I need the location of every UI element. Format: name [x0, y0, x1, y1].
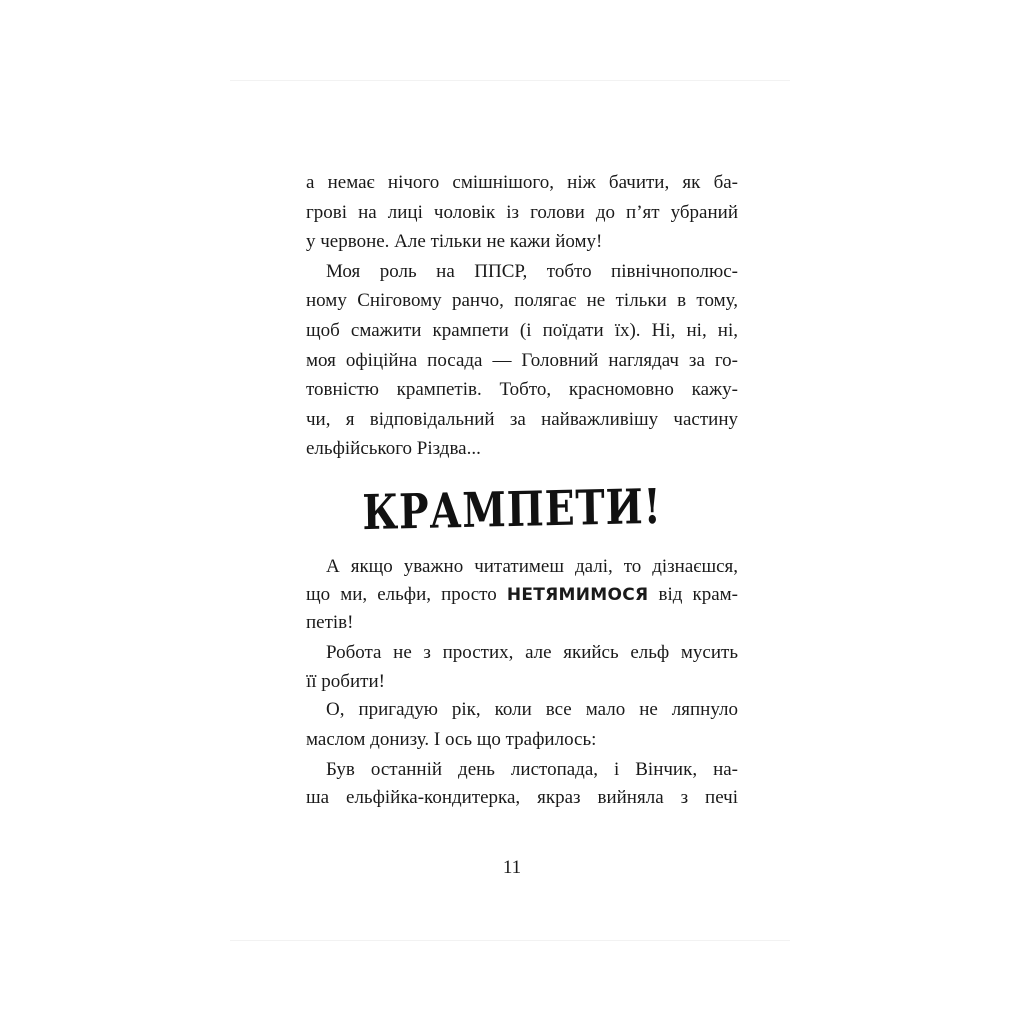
- text-line: щоб смажити крампети (і поїдати їх). Ні, ні, ні,: [306, 320, 738, 341]
- text-line: а немає нічого смішнішого, ніж бачити, як ба-: [306, 172, 738, 193]
- text-segment: що ми, ельфи, просто: [306, 584, 507, 605]
- page-bottom-edge: [230, 940, 790, 941]
- chapter-heading: КРАМПЕТИ!: [361, 478, 663, 542]
- text-line: А якщо уважно читатимеш далі, то дізнаєшся,: [326, 556, 738, 577]
- text-line: ша ельфійка-кондитерка, якраз вийняла з печі: [306, 787, 738, 808]
- text-line: Моя роль на ППСР, тобто північнополюс-: [326, 261, 738, 282]
- text-line: О, пригадую рік, коли все мало не ляпнуло: [326, 699, 738, 720]
- text-line: маслом донизу. І ось що трафилось:: [306, 729, 597, 750]
- text-line: петів!: [306, 612, 354, 633]
- text-line: ному Сніговому ранчо, полягає не тільки в тому,: [306, 290, 738, 311]
- text-line: її робити!: [306, 671, 385, 692]
- text-line: Робота не з простих, але якийсь ельф мусить: [326, 642, 738, 663]
- text-line: Був останній день листопада, і Вінчик, на-: [326, 759, 738, 780]
- text-line-decorated: [306, 583, 738, 607]
- page-number: 11: [502, 857, 522, 878]
- text-line: у червоне. Але тільки не кажи йому!: [306, 231, 603, 252]
- text-line: грові на лиці чоловік із голови до п’ят убраний: [306, 202, 738, 223]
- text-line: ельфійського Різдва...: [306, 438, 481, 459]
- text-line: товністю крампетів. Тобто, красномовно кажу-: [306, 379, 738, 400]
- decorative-emphasis-word: НЕТЯМИМОСЯ: [506, 585, 649, 605]
- text-line: моя офіційна посада — Головний наглядач за го-: [306, 350, 738, 371]
- text-segment: від крам-: [648, 584, 738, 605]
- text-line: чи, я відповідальний за найважливішу частину: [306, 409, 738, 430]
- page-top-edge: [230, 80, 790, 81]
